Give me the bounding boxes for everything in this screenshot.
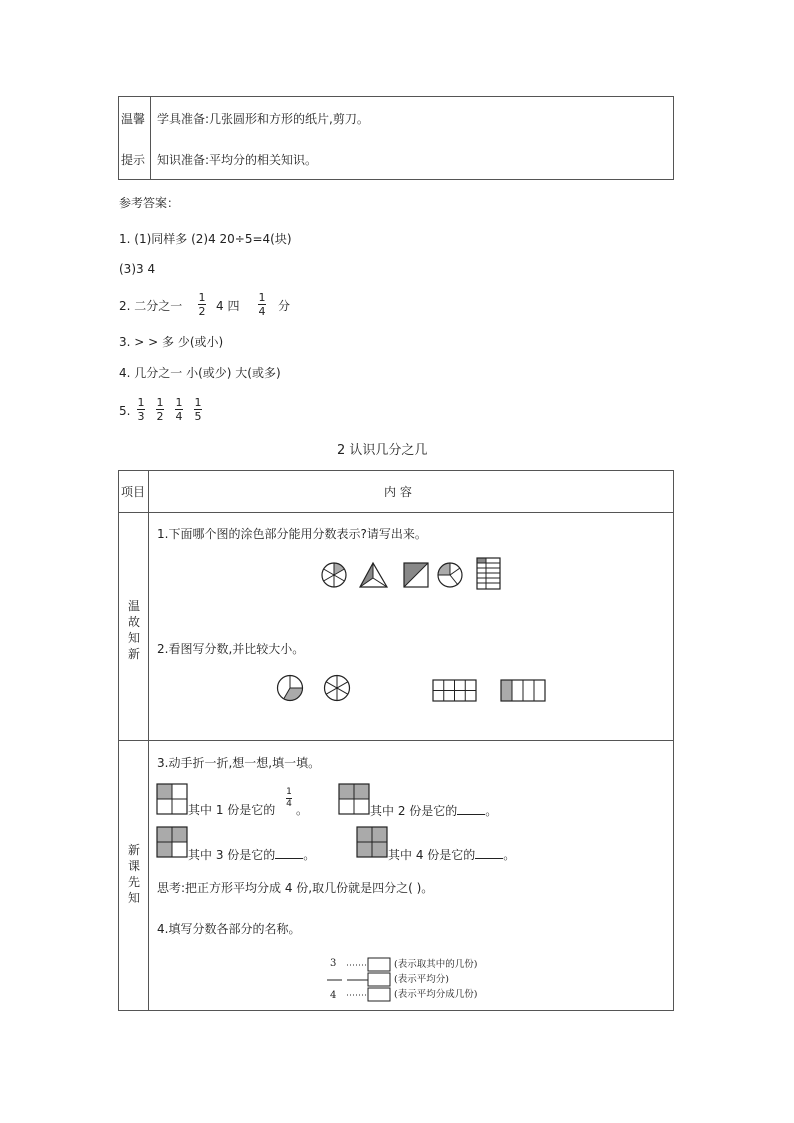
numerator: 1 xyxy=(286,787,292,797)
section-title: 2 认识几分之几 xyxy=(337,443,428,458)
q3-d-label: 其中 4 份是它的 xyxy=(388,848,476,862)
denominator: 4 xyxy=(286,799,292,809)
answer-3: 3. > > 多 少(或小) xyxy=(119,335,224,349)
answer-4: 4. 几分之一 小(或少) 大(或多) xyxy=(119,366,281,380)
q4-numerator: 3 xyxy=(330,958,337,969)
question-2: 2.看图写分数,并比较大小。 xyxy=(157,642,305,656)
numerator: 1 xyxy=(156,396,164,409)
question-3: 3.动手折一折,想一想,填一填。 xyxy=(157,756,321,770)
q3-a-end: 。 xyxy=(296,803,309,817)
tip-text-2: 知识准备:平均分的相关知识。 xyxy=(157,153,318,167)
answer-box-2 xyxy=(368,973,390,986)
tip-label-2: 提示 xyxy=(121,153,146,167)
denominator: 2 xyxy=(156,410,164,423)
col-header-project: 项目 xyxy=(121,485,146,499)
row-label-preview: 新课先知 xyxy=(127,843,140,905)
numerator: 1 xyxy=(258,291,266,304)
answer-1-line-2: (3)3 4 xyxy=(119,262,156,276)
q3-c-label: 其中 3 份是它的 xyxy=(188,848,276,862)
answer-2-mid: 4 四 xyxy=(216,299,240,313)
answer-5-prefix: 5. xyxy=(119,404,131,418)
numerator: 1 xyxy=(137,396,145,409)
numerator: 1 xyxy=(198,291,206,304)
denominator: 5 xyxy=(194,410,202,423)
q3-d-end: 。 xyxy=(503,848,516,862)
q3-c-end: 。 xyxy=(303,848,316,862)
q3-b-label: 其中 2 份是它的 xyxy=(370,804,458,818)
q4-denominator: 4 xyxy=(330,990,337,1001)
question-4: 4.填写分数各部分的名称。 xyxy=(157,922,301,936)
q4-label-1: (表示取其中的几份) xyxy=(394,959,478,970)
q4-label-2: (表示平均分) xyxy=(394,974,449,985)
q4-label-3: (表示平均分成几份) xyxy=(394,989,478,1000)
denominator: 4 xyxy=(175,410,183,423)
think-text: 思考:把正方形平均分成 4 份,取几份就是四分之( )。 xyxy=(157,881,434,895)
denominator: 4 xyxy=(258,305,266,318)
q3-b-end: 。 xyxy=(485,804,498,818)
q3-a-text: 其中 1 份是它的 xyxy=(188,803,276,817)
denominator: 2 xyxy=(198,305,206,318)
answers-heading: 参考答案： xyxy=(119,196,180,210)
question-1: 1.下面哪个图的涂色部分能用分数表示?请写出来。 xyxy=(157,527,427,541)
answer-2-suffix: 分 xyxy=(278,299,291,313)
answer-1-line-1: 1. (1)同样多 (2)4 20÷5=4(块) xyxy=(119,232,292,246)
numerator: 1 xyxy=(194,396,202,409)
col-header-content: 内 容 xyxy=(384,485,412,499)
numerator: 1 xyxy=(175,396,183,409)
tip-text-1: 学具准备:几张圆形和方形的纸片,剪刀。 xyxy=(157,112,369,126)
denominator: 3 xyxy=(137,410,145,423)
answer-box-3 xyxy=(368,988,390,1001)
answer-2-prefix: 2. 二分之一 xyxy=(119,299,183,313)
tip-label-1: 温馨 xyxy=(121,112,146,126)
answer-box-1 xyxy=(368,958,390,971)
row-label-review: 温故知新 xyxy=(127,599,140,661)
